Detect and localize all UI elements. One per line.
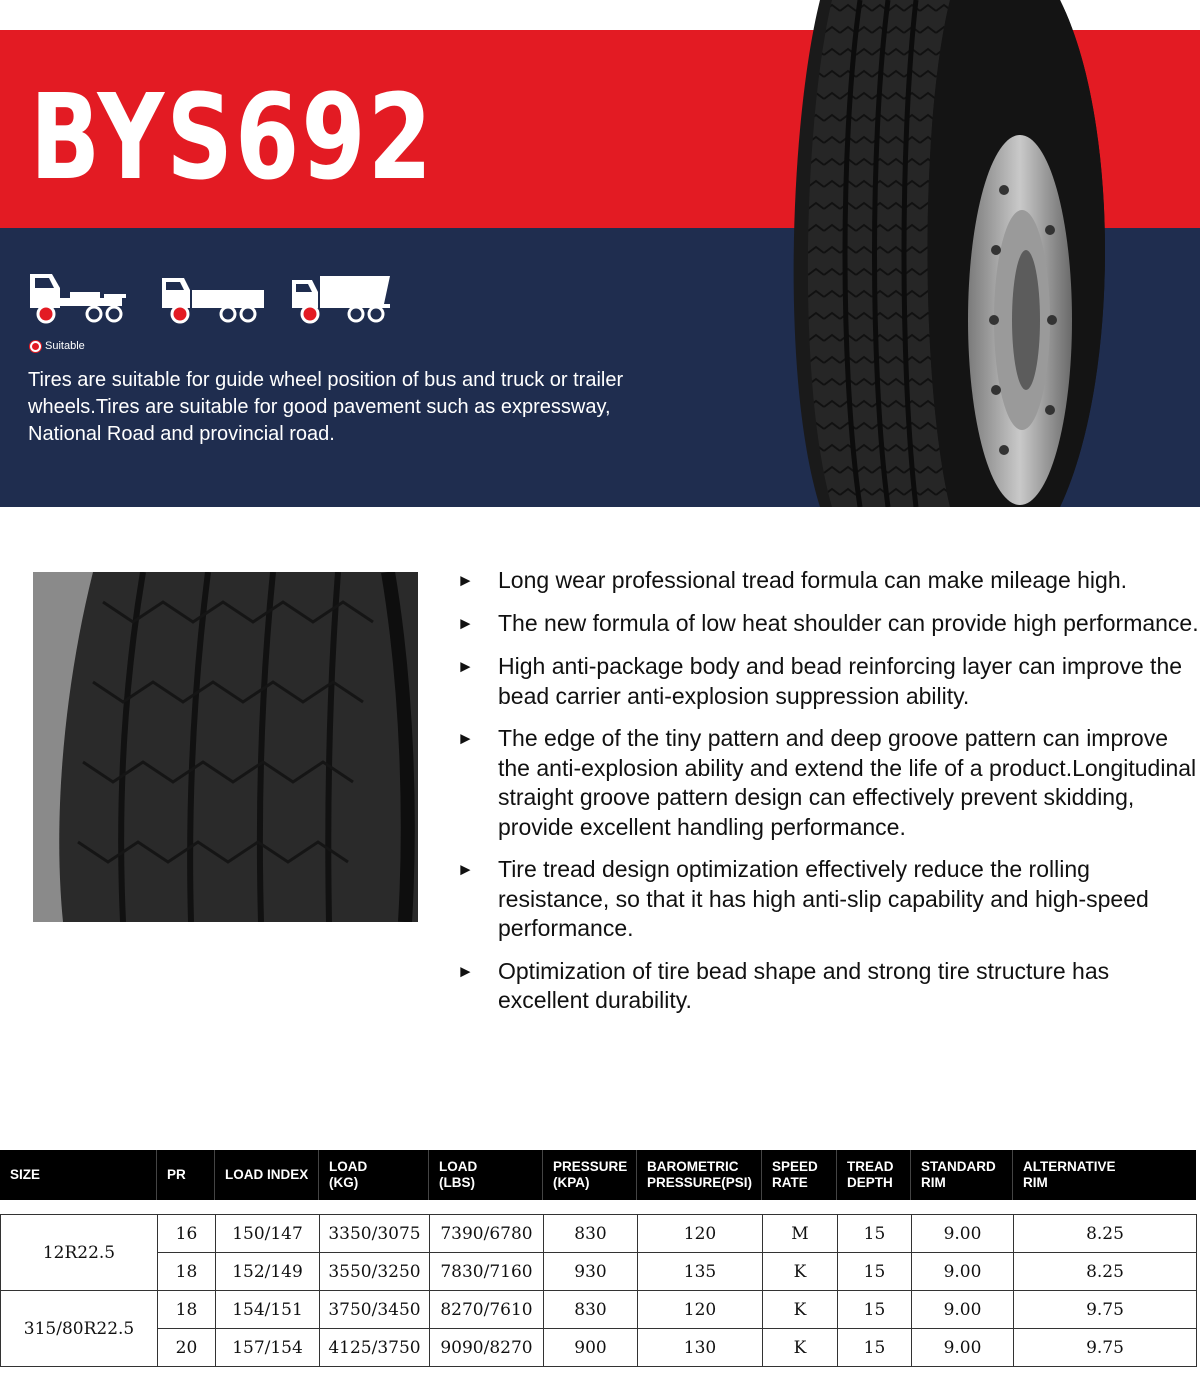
table-cell: 4125/3750 bbox=[320, 1329, 430, 1367]
table-cell: 9.00 bbox=[912, 1253, 1014, 1291]
table-cell: 120 bbox=[638, 1215, 763, 1253]
table-cell: 120 bbox=[638, 1291, 763, 1329]
table-cell: 9.75 bbox=[1014, 1291, 1197, 1329]
table-cell: 18 bbox=[158, 1291, 216, 1329]
tread-pattern-image bbox=[33, 572, 418, 922]
feature-item bbox=[455, 724, 1200, 842]
table-cell: 18 bbox=[158, 1253, 216, 1291]
table-cell: K bbox=[763, 1329, 838, 1367]
feature-text: High anti-package body and bead reinforcing layer can improve the bead carrier anti-explosion suppression ability. bbox=[498, 653, 1183, 709]
bullet-arrow-icon: ► bbox=[457, 657, 474, 676]
header-pressure-kpa: PRESSURE (KPA) bbox=[543, 1150, 637, 1200]
suitable-legend bbox=[30, 339, 85, 353]
table-cell: 7390/6780 bbox=[430, 1215, 544, 1253]
table-cell: 9.00 bbox=[912, 1215, 1014, 1253]
table-cell: K bbox=[763, 1253, 838, 1291]
table-cell: K bbox=[763, 1291, 838, 1329]
feature-text: The edge of the tiny pattern and deep groove pattern can improve the anti-explosion ability and extend the life of a product.Longitudinal straight groove pattern design can effectively prevent skidding, provide excellent handling performance. bbox=[498, 725, 1197, 840]
feature-text: Tire tread design optimization effectively reduce the rolling resistance, so that it has high anti-slip capability and high-speed performance. bbox=[498, 856, 1149, 941]
header-speed-rate: SPEED RATE bbox=[762, 1150, 837, 1200]
intro-description: Tires are suitable for guide wheel position of bus and truck or trailer wheels.Tires are suitable for good pavement such as expressway, National Road and provincial road. bbox=[28, 369, 624, 445]
spec-table-header bbox=[0, 1150, 1196, 1200]
bullet-arrow-icon: ► bbox=[457, 729, 474, 748]
vehicle-applications bbox=[26, 268, 406, 328]
table-cell: 900 bbox=[544, 1329, 638, 1367]
table-cell: 830 bbox=[544, 1291, 638, 1329]
table-cell: 9.00 bbox=[912, 1329, 1014, 1367]
table-row bbox=[1, 1291, 1197, 1329]
feature-item bbox=[455, 652, 1200, 711]
header-standard-rim: STANDARD RIM bbox=[911, 1150, 1013, 1200]
table-cell: 135 bbox=[638, 1253, 763, 1291]
bullet-arrow-icon: ► bbox=[457, 860, 474, 879]
table-cell: 152/149 bbox=[216, 1253, 320, 1291]
feature-text: The new formula of low heat shoulder can provide high performance. bbox=[498, 610, 1199, 636]
header-load-kg: LOAD (KG) bbox=[319, 1150, 429, 1200]
table-cell: 7830/7160 bbox=[430, 1253, 544, 1291]
spec-table bbox=[0, 1214, 1197, 1367]
table-row bbox=[1, 1215, 1197, 1253]
table-cell: 3350/3075 bbox=[320, 1215, 430, 1253]
feature-list bbox=[455, 566, 1200, 1029]
table-row bbox=[1, 1253, 1197, 1291]
table-cell: 9090/8270 bbox=[430, 1329, 544, 1367]
table-cell: 154/151 bbox=[216, 1291, 320, 1329]
bullet-arrow-icon: ► bbox=[457, 614, 474, 633]
table-cell: 8.25 bbox=[1014, 1253, 1197, 1291]
table-cell: 130 bbox=[638, 1329, 763, 1367]
table-cell: 3550/3250 bbox=[320, 1253, 430, 1291]
table-cell: 20 bbox=[158, 1329, 216, 1367]
dump-truck-icon bbox=[290, 268, 392, 326]
table-cell: 9.75 bbox=[1014, 1329, 1197, 1367]
table-cell: 3750/3450 bbox=[320, 1291, 430, 1329]
feature-item bbox=[455, 957, 1200, 1016]
size-cell: 12R22.5 bbox=[1, 1215, 158, 1291]
bullet-arrow-icon: ► bbox=[457, 571, 474, 590]
table-cell: 9.00 bbox=[912, 1291, 1014, 1329]
table-cell: 15 bbox=[838, 1291, 912, 1329]
table-cell: 830 bbox=[544, 1215, 638, 1253]
header-alternative-rim: ALTERNATIVE RIM bbox=[1023, 1159, 1116, 1190]
header-pr: PR bbox=[157, 1150, 215, 1200]
size-cell: 315/80R22.5 bbox=[1, 1291, 158, 1367]
table-cell: 16 bbox=[158, 1215, 216, 1253]
tractor-truck-icon bbox=[26, 268, 130, 326]
tire-product-image bbox=[760, 0, 1200, 507]
header-tread-depth: TREAD DEPTH bbox=[837, 1150, 911, 1200]
model-title: BYS692 bbox=[30, 68, 435, 206]
header-load-lbs: LOAD (LBS) bbox=[429, 1150, 543, 1200]
suitable-dot-icon bbox=[30, 341, 41, 352]
bullet-arrow-icon: ► bbox=[457, 961, 474, 981]
table-cell: 8.25 bbox=[1014, 1215, 1197, 1253]
feature-item bbox=[455, 566, 1200, 596]
flatbed-truck-icon bbox=[160, 268, 266, 326]
header-load-index: LOAD INDEX bbox=[215, 1150, 319, 1200]
header-size: SIZE bbox=[0, 1150, 157, 1200]
table-cell: 15 bbox=[838, 1253, 912, 1291]
suitable-label: Suitable bbox=[45, 340, 85, 352]
table-cell: 15 bbox=[838, 1215, 912, 1253]
table-cell: 930 bbox=[544, 1253, 638, 1291]
feature-text: Optimization of tire bead shape and strong tire structure has excellent durability. bbox=[498, 957, 1110, 1013]
feature-item bbox=[455, 855, 1200, 944]
table-row bbox=[1, 1329, 1197, 1367]
header-barometric-pressure: BAROMETRIC PRESSURE(PSI) bbox=[637, 1150, 762, 1200]
table-cell: 15 bbox=[838, 1329, 912, 1367]
table-cell: 8270/7610 bbox=[430, 1291, 544, 1329]
feature-text: Long wear professional tread formula can make mileage high. bbox=[498, 567, 1128, 593]
table-cell: 157/154 bbox=[216, 1329, 320, 1367]
table-cell: 150/147 bbox=[216, 1215, 320, 1253]
table-cell: M bbox=[763, 1215, 838, 1253]
feature-item bbox=[455, 609, 1200, 639]
